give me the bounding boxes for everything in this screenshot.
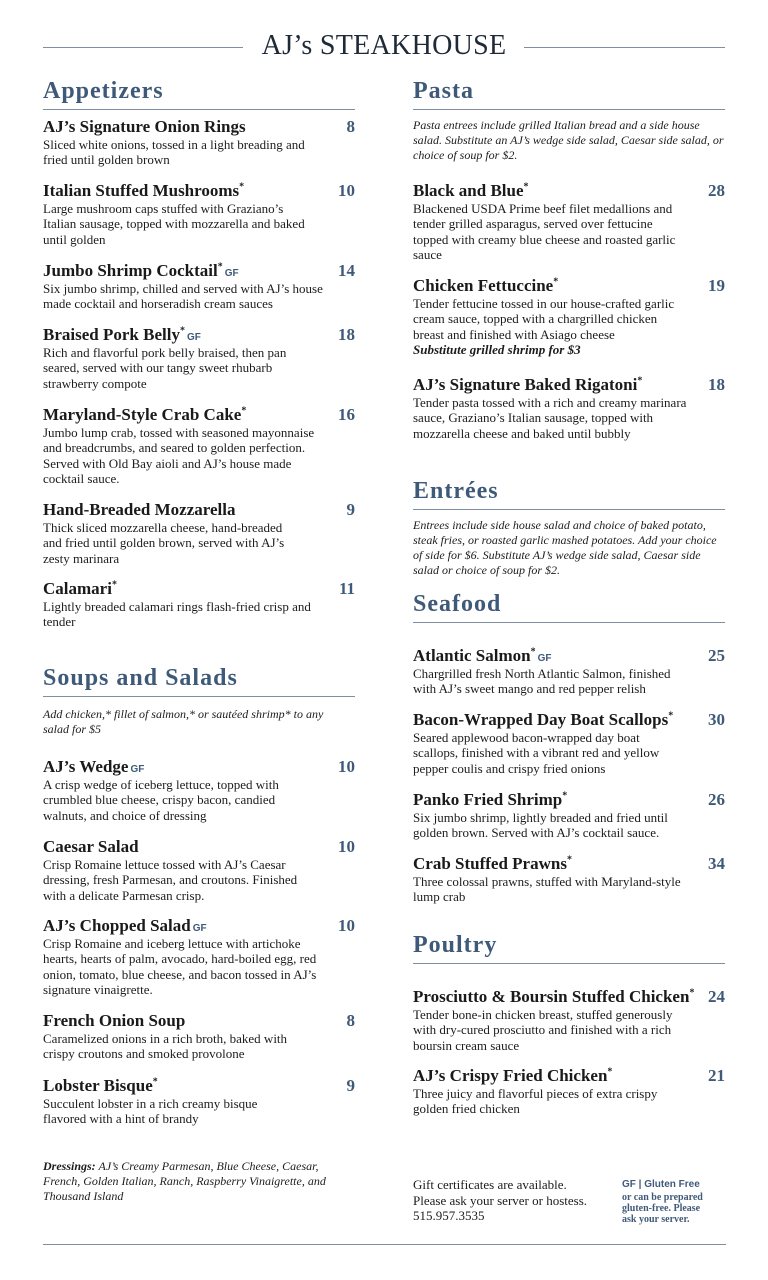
- dressings-text: AJ’s Creamy Parmesan, Blue Cheese, Caesar, French, Golden Italian, Ranch, Raspberry Vinaigrette, and Thousand Island: [43, 1159, 326, 1203]
- item-price: 18: [708, 375, 725, 394]
- item-name: Braised Pork Belly: [43, 325, 180, 344]
- item-price: 16: [338, 405, 355, 424]
- section-title: Entrées: [413, 478, 499, 504]
- item-price: 34: [708, 854, 725, 873]
- item-price: 14: [338, 261, 355, 280]
- menu-item: [43, 500, 355, 566]
- item-price: 8: [346, 1011, 355, 1030]
- item-description: Sliced white onions, tossed in a light breading and fried until golden brown: [43, 137, 305, 168]
- item-name: AJ’s Signature Onion Rings: [43, 117, 246, 136]
- section-rule: [413, 622, 725, 623]
- menu-item: [43, 325, 355, 391]
- asterisk: *: [553, 276, 559, 288]
- asterisk: *: [668, 710, 674, 722]
- item-price: 19: [708, 276, 725, 295]
- section-rule: [43, 696, 355, 697]
- section-title: Soups and Salads: [43, 665, 238, 691]
- item-price: 9: [346, 1076, 355, 1095]
- item-price: 21: [708, 1066, 725, 1085]
- asterisk: *: [217, 261, 223, 273]
- gluten-free-badge: GF: [192, 923, 207, 934]
- item-description: Caramelized onions in a rich broth, baked with crispy croutons and smoked provolone: [43, 1031, 288, 1062]
- asterisk: *: [607, 1066, 613, 1078]
- section-note: Pasta entrees include grilled Italian bread and a side house salad. Substitute an AJ’s wedge side salad, Caesar side salad, or choice of soup for $2.: [413, 118, 724, 162]
- header-rule-left: [43, 47, 243, 48]
- section-title: Appetizers: [43, 78, 164, 104]
- poultry-section: [413, 931, 725, 964]
- menu-item: [43, 261, 355, 312]
- item-name: AJ’s Wedge: [43, 757, 129, 776]
- item-description: Tender pasta tossed with a rich and creamy marinara sauce, Graziano’s Italian sausage, topped with mozzarella cheese and baked until bubbly: [413, 395, 687, 441]
- item-description: Chargrilled fresh North Atlantic Salmon, finished with AJ’s sweet mango and red pepper relish: [413, 666, 671, 697]
- item-name: Bacon-Wrapped Day Boat Scallops: [413, 710, 669, 729]
- item-description: Crisp Romaine and iceberg lettuce with artichoke hearts, hearts of palm, avocado, hard-boiled egg, red onion, tomato, blue cheese, and bacon tossed in AJ’s signature vinaigrette.: [43, 936, 317, 997]
- item-price: 10: [338, 181, 355, 200]
- item-description: Tender bone-in chicken breast, stuffed generously with dry-cured prosciutto and finished with a rich boursin cream sauce: [413, 1007, 673, 1053]
- item-description: Rich and flavorful pork belly braised, then pan seared, served with our tangy sweet rhubarb strawberry compote: [43, 345, 287, 391]
- item-price: 8: [346, 117, 355, 136]
- item-name: Hand-Breaded Mozzarella: [43, 500, 236, 519]
- item-name: Crab Stuffed Prawns: [413, 854, 567, 873]
- gift-line-1: Gift certificates are available.: [413, 1177, 567, 1192]
- asterisk: *: [562, 790, 568, 802]
- item-name: Maryland-Style Crab Cake: [43, 405, 242, 424]
- item-description: Three juicy and flavorful pieces of extra crispy golden fried chicken: [413, 1086, 658, 1117]
- menu-item: [43, 181, 355, 247]
- item-price: 30: [708, 710, 725, 729]
- gf-legend-text: or can be prepared gluten-free. Please ask your server.: [622, 1192, 703, 1225]
- item-description: Six jumbo shrimp, lightly breaded and fried until golden brown. Served with AJ’s cocktail sauce.: [413, 810, 668, 841]
- asterisk: *: [179, 325, 185, 337]
- gluten-free-badge: GF: [537, 653, 552, 664]
- dressings-note: [43, 1159, 338, 1204]
- menu-item: [413, 710, 725, 776]
- item-price: 10: [338, 916, 355, 935]
- asterisk: *: [241, 405, 247, 417]
- asterisk: *: [637, 375, 643, 387]
- item-price: 26: [708, 790, 725, 809]
- menu-item: [43, 757, 355, 823]
- item-price: 28: [708, 181, 725, 200]
- header-rule-right: [524, 47, 725, 48]
- section-note: Add chicken,* fillet of salmon,* or sautéed shrimp* to any salad for $5: [43, 707, 324, 736]
- menu-item: [413, 790, 725, 841]
- entrees-section: [413, 477, 725, 578]
- asterisk: *: [239, 181, 245, 193]
- soups-salads-section: [43, 664, 355, 737]
- menu-item: [413, 1066, 725, 1117]
- section-rule: [413, 109, 725, 110]
- section-rule: [413, 963, 725, 964]
- item-description: Succulent lobster in a rich creamy bisque flavored with a hint of brandy: [43, 1096, 258, 1127]
- menu-item: [413, 181, 725, 262]
- item-name: Chicken Fettuccine: [413, 276, 554, 295]
- gluten-free-badge: GF: [186, 332, 201, 343]
- section-title: Seafood: [413, 591, 502, 617]
- item-name: Atlantic Salmon: [413, 646, 531, 665]
- item-name: Panko Fried Shrimp: [413, 790, 563, 809]
- phone-number: 515.957.3535: [413, 1208, 485, 1223]
- seafood-section: [413, 590, 725, 623]
- item-price: 18: [338, 325, 355, 344]
- item-name: Prosciutto & Boursin Stuffed Chicken: [413, 987, 690, 1006]
- item-name: Calamari: [43, 579, 112, 598]
- section-rule: [413, 509, 725, 510]
- item-description: Crisp Romaine lettuce tossed with AJ’s Caesar dressing, fresh Parmesan, and croutons. Finished with a delicate Parmesan crisp.: [43, 857, 298, 903]
- section-rule: [43, 109, 355, 110]
- item-name: Italian Stuffed Mushrooms: [43, 181, 240, 200]
- section-title: Pasta: [413, 78, 474, 104]
- item-description: Large mushroom caps stuffed with Graziano’s Italian sausage, topped with mozzarella and baked until golden: [43, 201, 305, 247]
- item-price: 11: [338, 579, 355, 598]
- item-description: Jumbo lump crab, tossed with seasoned mayonnaise and breadcrumbs, and seared to golden perfection. Served with Old Bay aioli and AJ’s house made cocktail sauce.: [43, 425, 315, 486]
- menu-item: [413, 854, 725, 905]
- asterisk: *: [566, 854, 572, 866]
- footer-rule: [43, 1244, 726, 1245]
- item-price: 10: [338, 757, 355, 776]
- menu-item: [43, 405, 355, 486]
- gluten-free-badge: GF: [224, 268, 239, 279]
- item-description: Six jumbo shrimp, chilled and served with AJ’s house made cocktail and horseradish cream sauces: [43, 281, 323, 312]
- item-name: Caesar Salad: [43, 837, 139, 856]
- menu-item: [43, 916, 355, 997]
- item-price: 10: [338, 837, 355, 856]
- gift-line-2: Please ask your server or hostess.: [413, 1192, 588, 1208]
- menu-item: [43, 579, 355, 630]
- section-note: Entrees include side house salad and choice of baked potato, steak fries, or roasted garlic mashed potatoes. Add your choice of side for $6. Substitute AJ’s wedge side salad, Caesar side salad or choice of soup for $2.: [413, 518, 717, 577]
- item-description: Seared applewood bacon-wrapped day boat scallops, finished with a vibrant red and yellow pepper coulis and crispy fried onions: [413, 730, 660, 776]
- menu-item: [413, 987, 725, 1053]
- item-name: AJ’s Chopped Salad: [43, 916, 191, 935]
- menu-item: [43, 117, 355, 168]
- item-price: 24: [708, 987, 725, 1006]
- dressings-label: Dressings:: [43, 1159, 96, 1173]
- item-substitution: Substitute grilled shrimp for $3: [413, 341, 581, 357]
- gift-certificate-note: [413, 1177, 613, 1224]
- item-description: Tender fettucine tossed in our house-crafted garlic cream sauce, topped with a chargrilled chicken breast and finished with Asiago cheese: [413, 296, 675, 342]
- item-name: AJ’s Signature Baked Rigatoni: [413, 375, 638, 394]
- item-name: AJ’s Crispy Fried Chicken: [413, 1066, 608, 1085]
- item-price: 25: [708, 646, 725, 665]
- item-name: Lobster Bisque: [43, 1076, 153, 1095]
- item-description: Three colossal prawns, stuffed with Maryland-style lump crab: [413, 874, 681, 905]
- restaurant-title: AJ’s STEAKHOUSE: [261, 30, 507, 61]
- item-description: Blackened USDA Prime beef filet medallions and tender grilled asparagus, served over fettucine topped with creamy blue cheese and roasted garlic sauce: [413, 201, 676, 262]
- menu-item: [413, 646, 725, 697]
- gluten-free-legend: [622, 1179, 712, 1225]
- asterisk: *: [689, 987, 695, 999]
- appetizers-section: [43, 77, 355, 110]
- menu-item: [43, 1011, 355, 1062]
- asterisk: *: [530, 646, 536, 658]
- asterisk: *: [523, 181, 529, 193]
- item-description: A crisp wedge of iceberg lettuce, topped with crumbled blue cheese, crispy bacon, candied walnuts, and choice of dressing: [43, 777, 279, 823]
- asterisk: *: [111, 579, 117, 591]
- menu-item: [413, 375, 725, 441]
- menu-item: [43, 837, 355, 903]
- menu-item: [413, 276, 725, 357]
- menu-item: [43, 1076, 355, 1127]
- asterisk: *: [152, 1076, 158, 1088]
- item-description: Thick sliced mozzarella cheese, hand-breaded and fried until golden brown, served with AJ’s zesty marinara: [43, 520, 285, 566]
- item-price: 9: [346, 500, 355, 519]
- pasta-section: [413, 77, 725, 163]
- item-description: Lightly breaded calamari rings flash-fried crisp and tender: [43, 599, 311, 630]
- item-name: Black and Blue: [413, 181, 524, 200]
- section-title: Poultry: [413, 932, 498, 958]
- item-name: Jumbo Shrimp Cocktail: [43, 261, 218, 280]
- gluten-free-badge: GF: [130, 764, 145, 775]
- item-name: French Onion Soup: [43, 1011, 186, 1030]
- gf-legend-title: GF | Gluten Free: [622, 1179, 700, 1190]
